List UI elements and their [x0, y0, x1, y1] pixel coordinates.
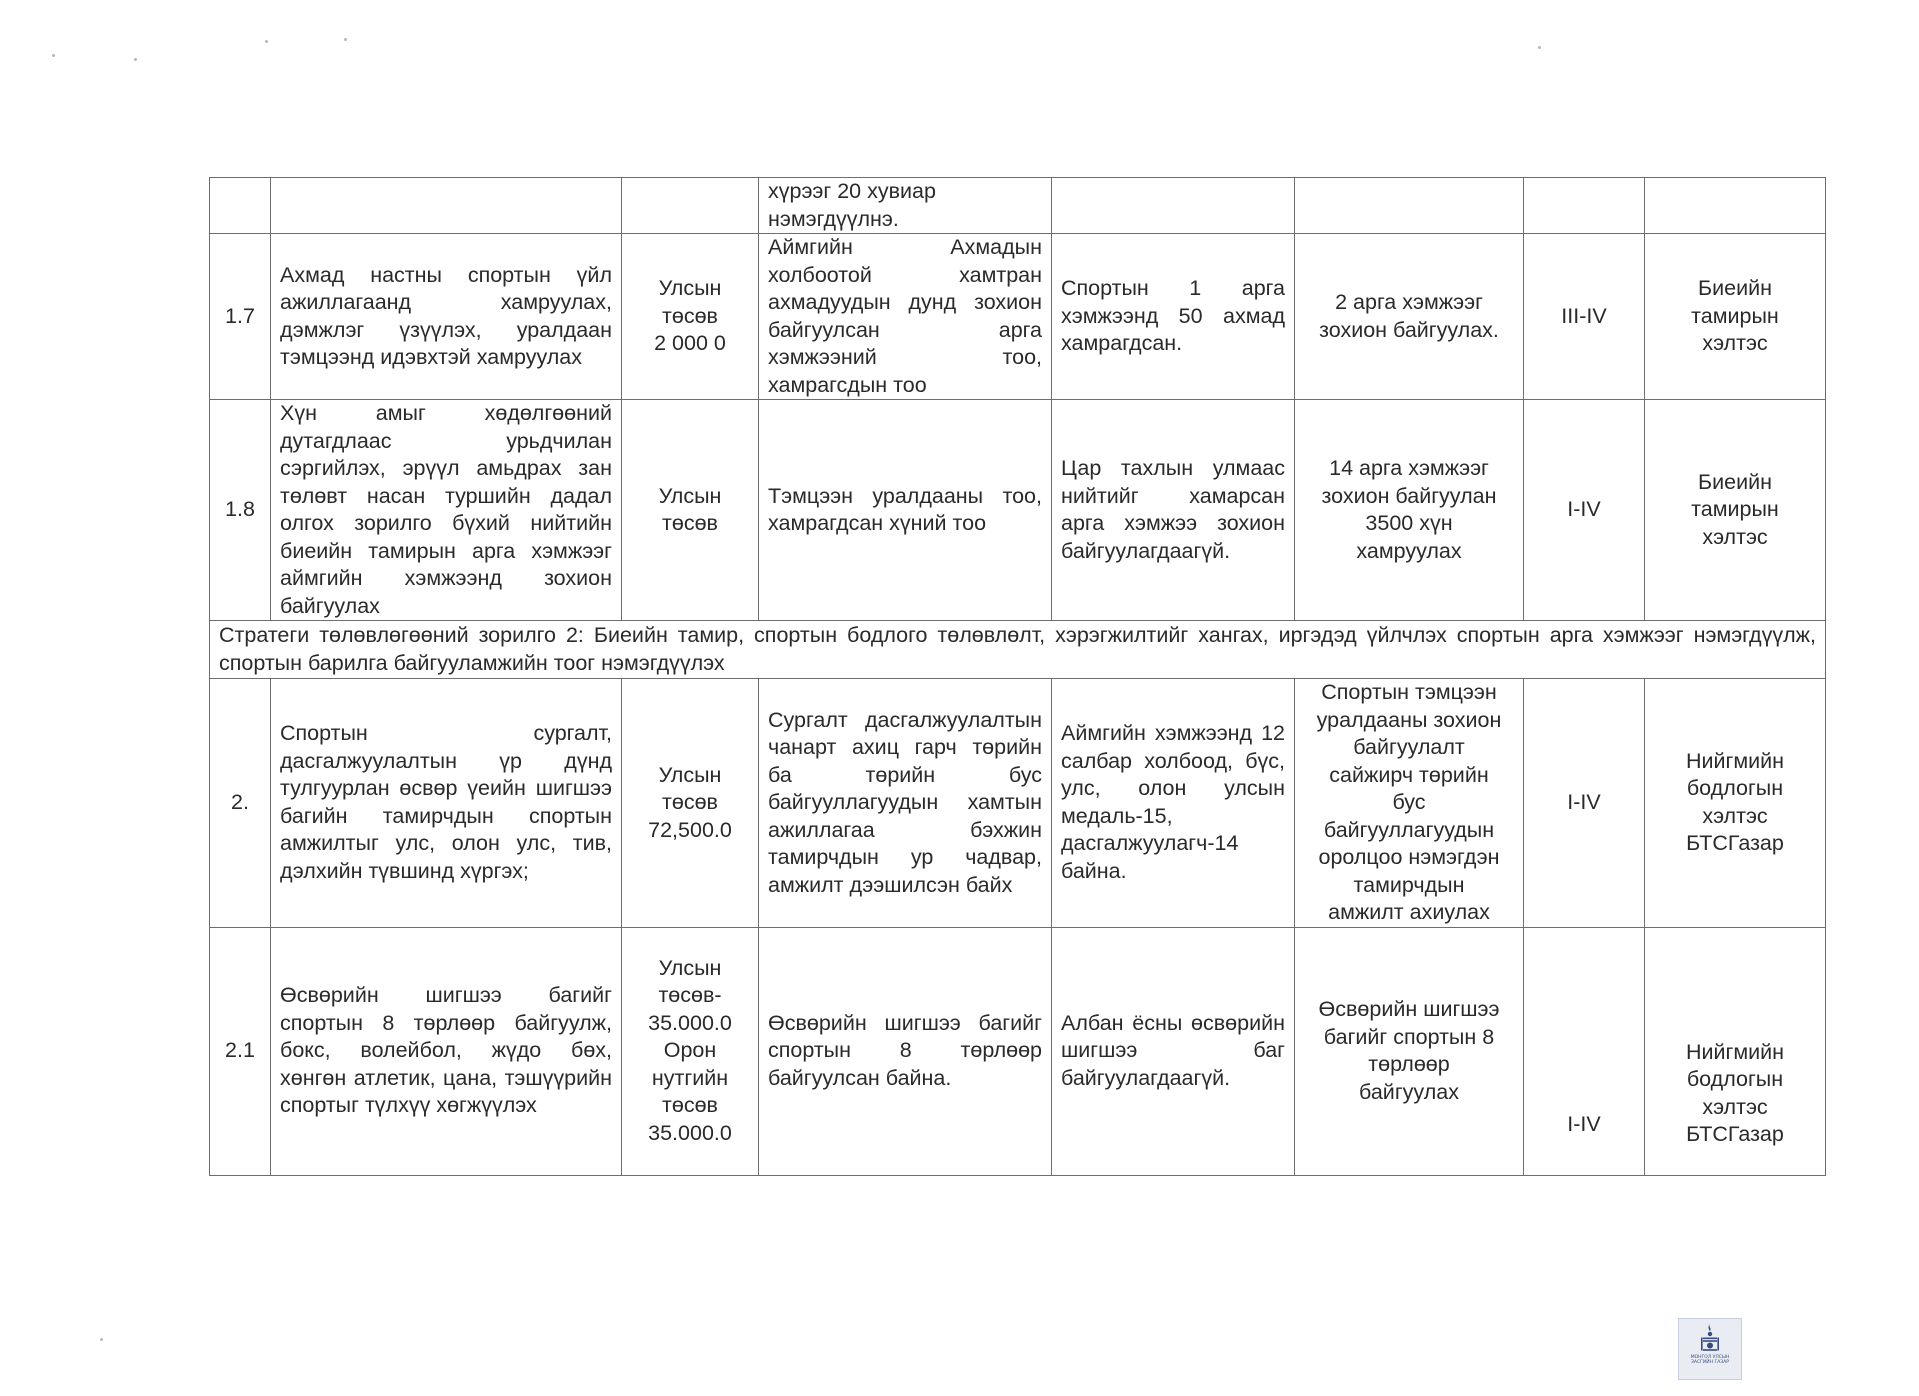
goal-cell: Хүн амыг хөдөлгөөний дутагдлаас урьдчилан сэргийлэх, эрүүл амьдрах зан төлөвт насан туршийн дадал олгох зорилго бүхий нийтийн биеийн тамирын арга хэмжээг аймгийн хэмжээнд зохион байгуулах	[271, 400, 622, 621]
responsible-cell: Биеийн тамирын хэлтэс	[1645, 400, 1826, 621]
scan-speck	[265, 40, 268, 43]
indicator-cell: Өсвөрийн шигшээ багийг спортын 8 төрлөөр байгуулсан байна.	[759, 927, 1052, 1175]
table-row	[210, 927, 1826, 1175]
strategy-goal-row	[210, 621, 1826, 679]
period-cell	[1524, 178, 1645, 234]
scan-speck	[52, 54, 55, 57]
period-cell: I-IV	[1524, 679, 1645, 928]
period-cell: III-IV	[1524, 234, 1645, 400]
soyombo-emblem-icon	[1699, 1323, 1721, 1353]
baseline-cell	[1052, 178, 1295, 234]
baseline-cell: Албан ёсны өсвөрийн шигшээ баг байгуулагдаагүй.	[1052, 927, 1295, 1175]
indicator-cell: Тэмцээн уралдааны тоо, хамрагдсан хүний тоо	[759, 400, 1052, 621]
budget-cell: Улсын төсөв 2 000 0	[622, 234, 759, 400]
indicator-cell: хүрээг 20 хувиар нэмэгдүүлнэ.	[759, 178, 1052, 234]
baseline-cell: Аймгийн хэмжээнд 12 салбар холбоод, бүс, улс, олон улсын медаль-15, дасгалжуулагч-14 байна.	[1052, 679, 1295, 928]
target-cell: Өсвөрийн шигшээ багийг спортын 8 төрлөөр байгуулах	[1295, 927, 1524, 1175]
table-row	[210, 679, 1826, 928]
government-logo	[1678, 1318, 1742, 1380]
row-number: 1.8	[210, 400, 271, 621]
baseline-cell: Спортын 1 арга хэмжээнд 50 ахмад хамрагдсан.	[1052, 234, 1295, 400]
responsible-cell: Биеийн тамирын хэлтэс	[1645, 234, 1826, 400]
strategy-goal-text: Стратеги төлөвлөгөөний зорилго 2: Биеийн тамир, спортын бодлого төлөвлөлт, хэрэгжилтийг хангах, иргэдэд үйлчлэх спортын арга хэмжээг нэмэгдүүлж, спортын барилга байгууламжийн тоог нэмэгдүүлэх	[210, 621, 1826, 679]
row-number: 1.7	[210, 234, 271, 400]
logo-caption: МОНГОЛ УЛСЫН ЗАСГИЙН ГАЗАР	[1690, 1355, 1730, 1365]
goal-cell: Ахмад настны спортын үйл ажиллагаанд хамруулах, дэмжлэг үзүүлэх, уралдаан тэмцээнд идэвхтэй хамруулах	[271, 234, 622, 400]
responsible-cell: Нийгмийн бодлогын хэлтэс БТСГазар	[1645, 679, 1826, 928]
scan-speck	[100, 1338, 103, 1341]
goal-cell	[271, 178, 622, 234]
row-number: 2.	[210, 679, 271, 928]
row-number	[210, 178, 271, 234]
budget-cell: Улсын төсөв 72,500.0	[622, 679, 759, 928]
scan-speck	[1538, 46, 1541, 49]
budget-cell	[622, 178, 759, 234]
budget-cell: Улсын төсөв	[622, 400, 759, 621]
indicator-cell: Аймгийн Ахмадын холбоотой хамтран ахмадуудын дунд зохион байгуулсан арга хэмжээний тоо, хамрагсдын тоо	[759, 234, 1052, 400]
baseline-cell: Цар тахлын улмаас нийтийг хамарсан арга хэмжээ зохион байгуулагдаагүй.	[1052, 400, 1295, 621]
target-cell	[1295, 178, 1524, 234]
target-cell: Спортын тэмцээн уралдааны зохион байгуулалт сайжирч төрийн бус байгууллагуудын оролцоо нэмэгдэн тамирчдын амжилт ахиулах	[1295, 679, 1524, 928]
table-row	[210, 400, 1826, 621]
table-row	[210, 234, 1826, 400]
goal-cell: Өсвөрийн шигшээ багийг спортын 8 төрлөөр байгуулж, бокс, волейбол, жүдо бөх, хөнгөн атлетик, цана, тэшүүрийн спортыг түлхүү хөгжүүлэх	[271, 927, 622, 1175]
scan-speck	[344, 38, 347, 41]
row-number: 2.1	[210, 927, 271, 1175]
goal-cell: Спортын сургалт, дасгалжуулалтын үр дүнд тулгуурлан өсвөр үеийн шигшээ багийн тамирчдын спортын амжилтыг улс, олон улс, тив, дэлхийн түвшинд хүргэх;	[271, 679, 622, 928]
action-plan-table	[209, 177, 1826, 1176]
table-row	[210, 178, 1826, 234]
budget-cell: Улсын төсөв- 35.000.0 Орон нутгийн төсөв 35.000.0	[622, 927, 759, 1175]
target-cell: 14 арга хэмжээг зохион байгуулан 3500 хүн хамруулах	[1295, 400, 1524, 621]
responsible-cell: Нийгмийн бодлогын хэлтэс БТСГазар	[1645, 927, 1826, 1175]
scan-speck	[134, 58, 137, 61]
period-cell: I-IV	[1524, 927, 1645, 1175]
indicator-cell: Сургалт дасгалжуулалтын чанарт ахиц гарч төрийн ба төрийн бус байгууллагуудын хамтын ажиллагаа бэхжин тамирчдын ур чадвар, амжилт дээшилсэн байх	[759, 679, 1052, 928]
period-cell: I-IV	[1524, 400, 1645, 621]
responsible-cell	[1645, 178, 1826, 234]
target-cell: 2 арга хэмжээг зохион байгуулах.	[1295, 234, 1524, 400]
